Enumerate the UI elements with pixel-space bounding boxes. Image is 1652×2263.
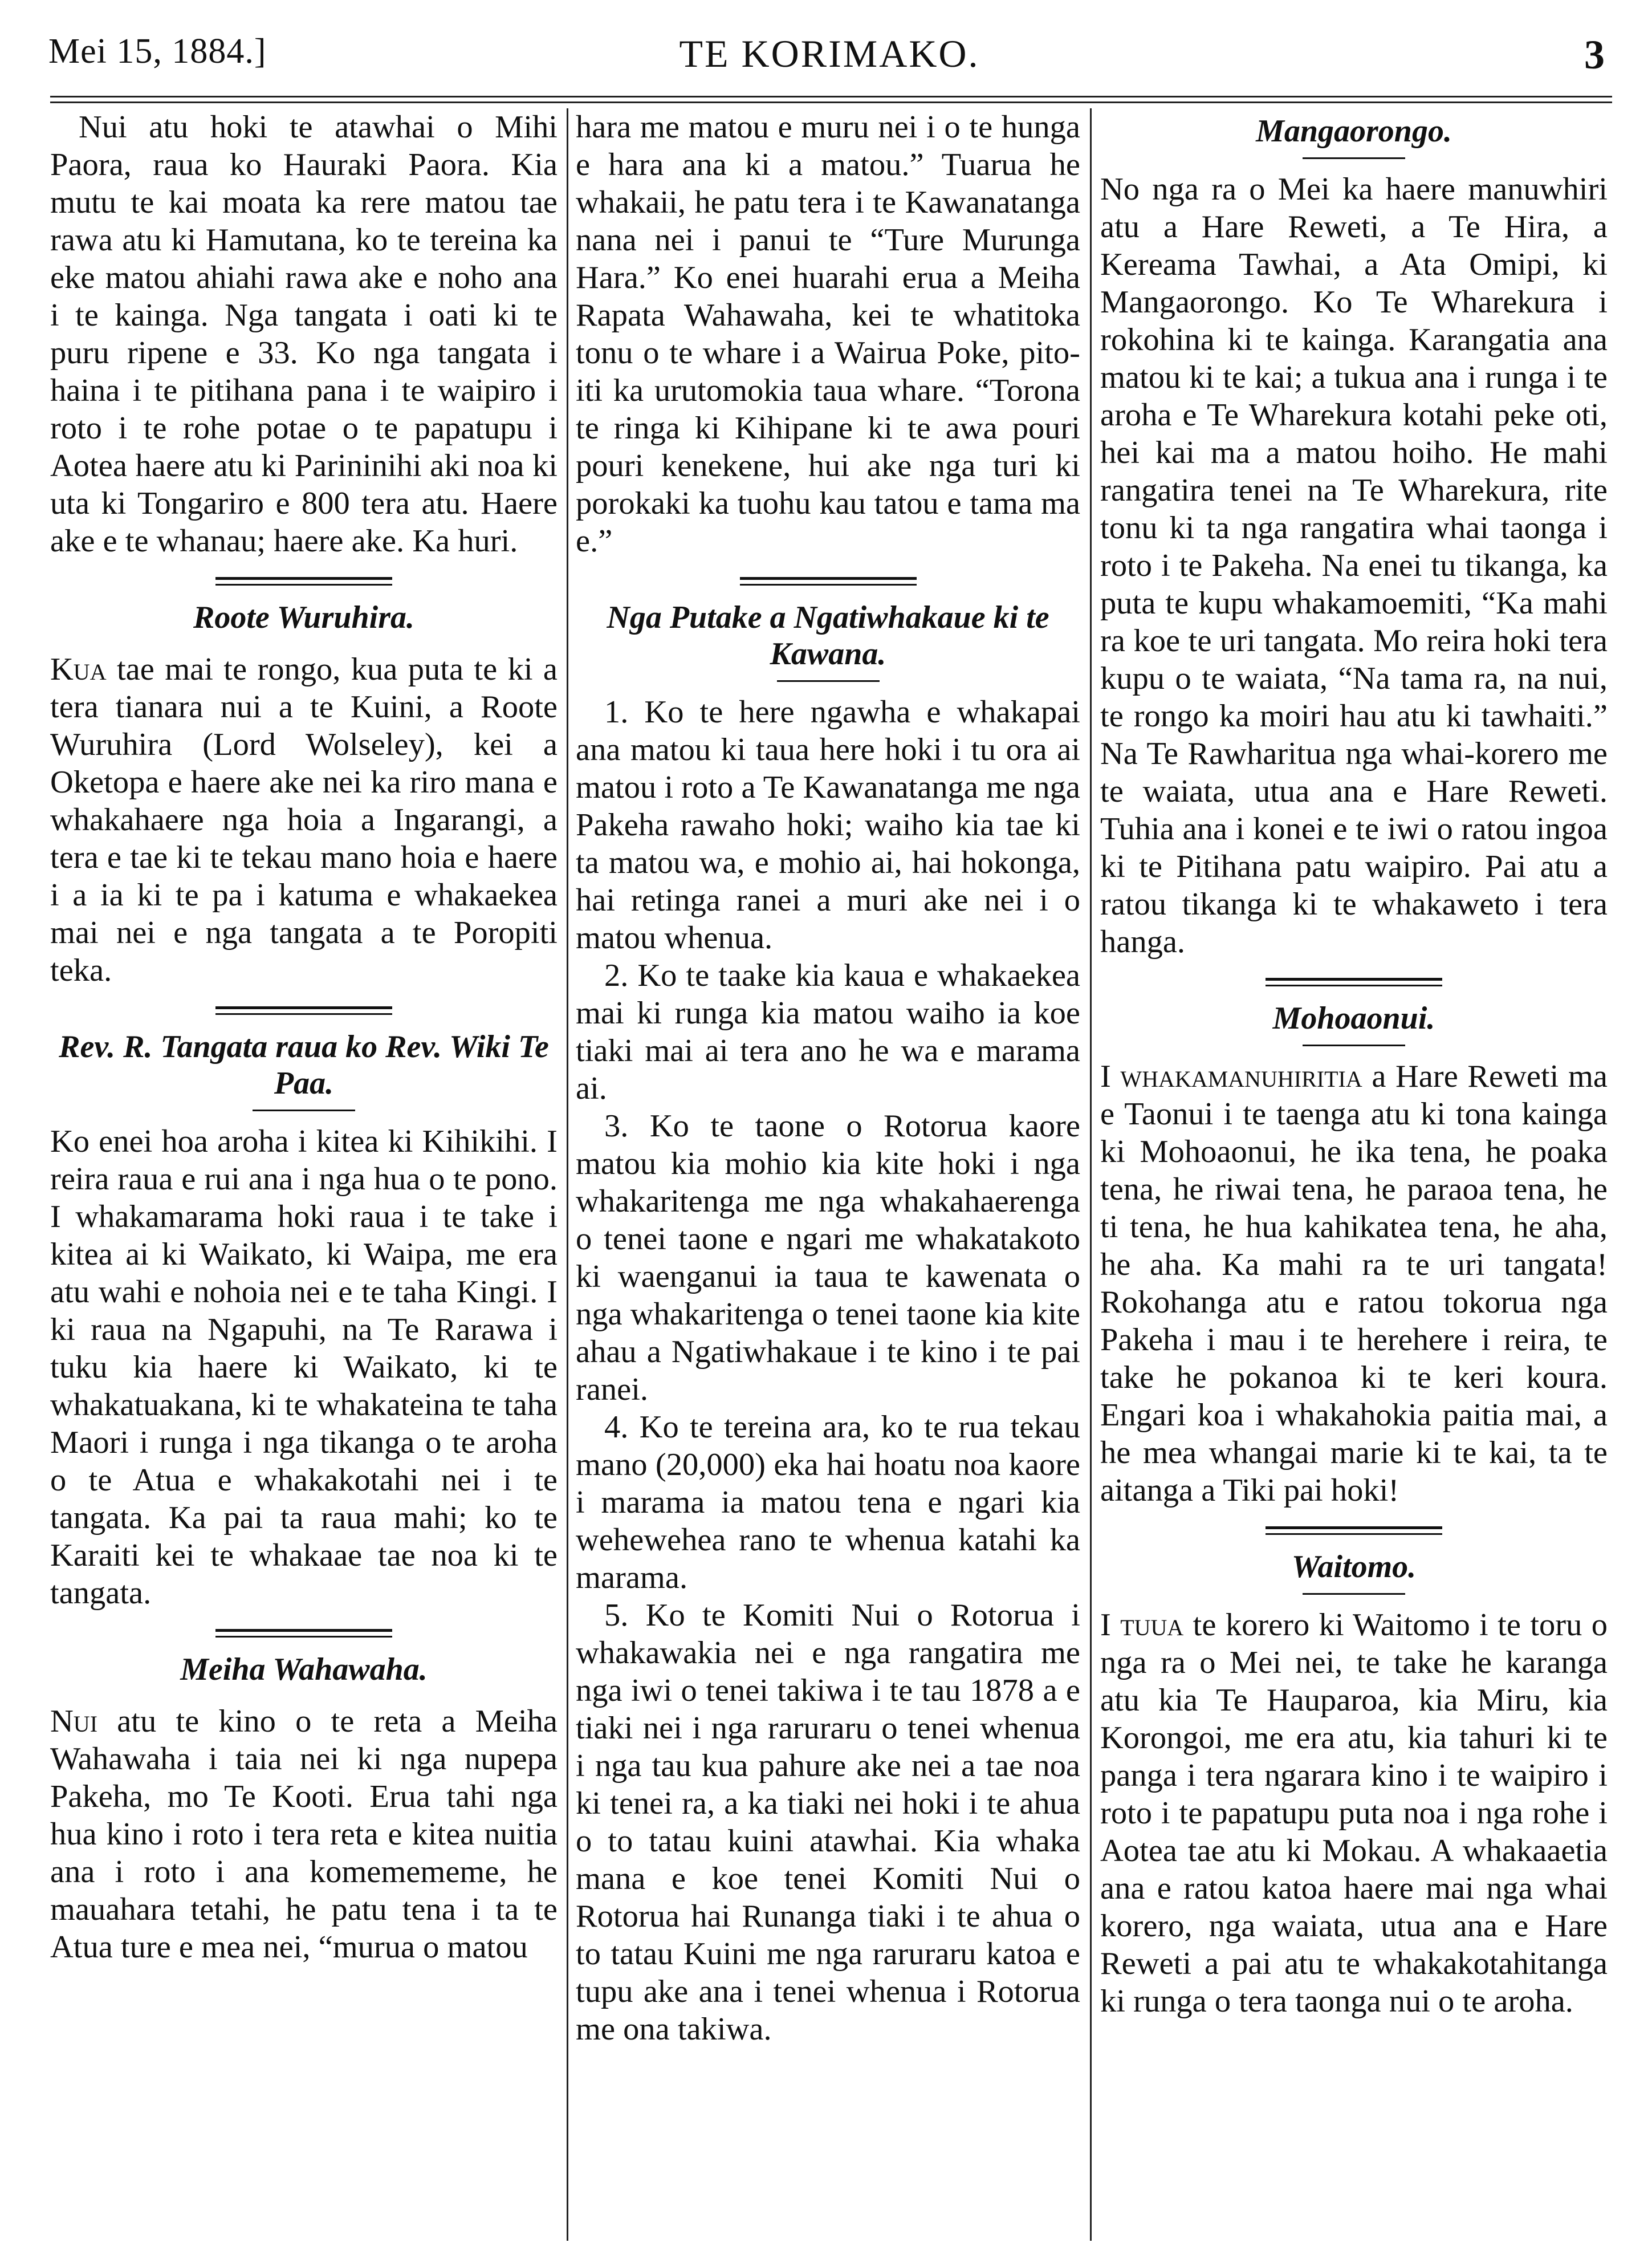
paragraph-text: a Hare Reweti ma e Taonui i te taenga atu ki tona kainga ki Mohoaonui, he ika tena, he poaka tena, he riwai tena, he paraoa tena, he ti tena, he hua kahikatea tena, he aha, he aha. Ka mahi ra te uri tangata! Rokohanga atu e ratou tokorua nga Pakeha i mau i te herehere i reira, te take he pokanoa ki te keri koura. Engari koa i whakahokia paitia mai, a he mea whangai marie ki te kai, ta te aitanga a Tiki pai hoki! (1100, 1059, 1608, 1508)
article-paragraph (1100, 1058, 1608, 1509)
article-heading: Mangaorongo. (1256, 113, 1452, 149)
article-paragraph (50, 651, 558, 989)
column-divider (567, 108, 568, 2241)
article-heading: Nga Putake a Ngatiwhakaue ki te Kawana. (607, 600, 1049, 672)
section-divider (215, 577, 392, 586)
section-divider (1266, 978, 1442, 986)
paragraph-text: tae mai te rongo, kua puta te ki a tera tianara nui a te Kuini, a Roote Wuruhira (Lord Wolseley), kei a Oketopa e haere ake nei ka riro mana e whakahaere nga hoia a Ingarangi, a tera e tae ki te tekau mano hoia e haere i a ia ki te pa i katuma e whakaekea mai nei e nga tangata a te Poropiti teka. (50, 652, 558, 988)
section-divider (740, 577, 917, 586)
lead-word: Kua (50, 652, 107, 687)
article-paragraph (50, 1703, 558, 1966)
list-item: 2. Ko te taake kia kaua e whakaekea mai ki runga kia matou waiho ia koe tiaki mai ai tera ano he wa e marama ai. (576, 958, 1080, 1106)
column-2 (576, 108, 1080, 2241)
list-item: 5. Ko te Komiti Nui o Rotorua i whakawakia nei e nga rangatira me nga iwi o tenei takiwa i te tau 1878 a e tiaki nei i nga raruraru o tenei whenua i nga tau kua pahure ake nei a tae noa ki tenei ra, a ka tiaki nei hoki i te ahua o to tatau kuini atawhai. Kia whaka mana e koe tenei Komiti Nui o Rotorua hai Runanga tiaki i te ahua o to tatau Kuini me nga raruraru katoa e tupu ake ana i tenei whenua i Rotorua me ona takiwa. (576, 1598, 1080, 2047)
lead-word: I tuua (1100, 1607, 1184, 1643)
list-item: 4. Ko te tereina ara, ko te rua tekau mano (20,000) eka hai hoatu noa kaore i marama ia matou tena e ngari kia wehewehea rano te whenua katahi ka marama. (576, 1409, 1080, 1595)
list-item: 3. Ko te taone o Rotorua kaore matou kia mohio kia kite hoki i nga whakaritenga me nga whakahaerenga o tenei taone e ngari me whakatakoto ki waenganui ia taua te kawenata o nga whakaritenga o tenei taone kia kite ahau a Ngatiwhakaue i te kino i te pai ranei. (576, 1108, 1080, 1407)
heading-rule (777, 680, 880, 682)
article-heading: Rev. R. Tangata raua ko Rev. Wiki Te Paa. (59, 1029, 549, 1101)
heading-rule (1303, 157, 1405, 159)
masthead-rule-2 (50, 101, 1612, 103)
article-heading: Meiha Wahawaha. (180, 1652, 428, 1687)
column-3 (1100, 108, 1608, 2241)
page-number: 3 (1584, 32, 1605, 78)
article-heading: Mohoaonui. (1272, 1001, 1435, 1036)
masthead (48, 31, 1610, 94)
column-1 (50, 108, 558, 2241)
masthead-rule (50, 96, 1612, 97)
newspaper-title: TE KORIMAKO. (679, 32, 980, 75)
lead-word: Nui (50, 1704, 98, 1739)
paragraph-text: atu te kino o te reta a Meiha Wahawaha i taia nei ki nga nupepa Pakeha, mo Te Kooti. Erua tahi nga hua kino i roto i tera reta e kitea nuitia ana i roto i ana komemememe, he mauahara tetahi, he patu tena i ta te Atua ture e mea nei, “murua o matou (50, 1704, 558, 1965)
article-paragraph: Nui atu hoki te atawhai o Mihi Paora, raua ko Hauraki Paora. Kia mutu te kai moata ka rere matou tae rawa atu ki Hamutana, ko te tereina ka eke matou ahiahi rawa ake e noho ana i te kainga. Nga tangata i oati ki te puru ripene e 33. Ko nga tangata i haina i te pitihana pana i te waipiro i roto i te rohe potae o te papatupu i Aotea haere atu ki Parininihi aki noa ki uta ki Tongariro e 800 tera atu. Haere ake e te whanau; haere ake. Ka huri. (50, 109, 558, 559)
article-paragraph (1100, 1606, 1608, 2020)
section-divider (215, 1629, 392, 1638)
column-divider (1090, 108, 1092, 2241)
section-divider (215, 1006, 392, 1015)
issue-date: Mei 15, 1884.] (48, 32, 267, 71)
list-item: 1. Ko te here ngawha e whakapai ana matou ki taua here hoki i tu ora ai matou i roto a Te Kawanatanga me nga Pakeha rawaho hoki; waiho kia tae ki ta matou wa, e mohio ai, hai hokonga, hai retinga ranei a muri ake nei i o matou whenua. (576, 694, 1080, 956)
heading-rule (1303, 1593, 1405, 1595)
heading-rule (253, 1110, 355, 1111)
section-divider (1266, 1526, 1442, 1535)
article-paragraph: No nga ra o Mei ka haere manuwhiri atu a Hare Reweti, a Te Hira, a Kereama Tawhai, a Ata Omipi, ki Mangaorongo. Ko Te Wharekura i rokohina ki te kainga. Karangatia ana matou ki te kai; a tukua ana i runga i te aroha e Te Wharekura kotahi peke oti, hei kai ma a matou hoiho. He mahi rangatira tenei na Te Wharekura, rite tonu ki ta nga rangatira whai taonga i roto i te Pakeha. Na enei tu tikanga, ka puta te kupu whakamoemiti, “Ka mahi ra koe te uri tangata. Mo reira hoki tera kupu o te waiata, “Na tama ra, na nui, te rongo ka moiri hau atu ki tawhaiti.” Na Te Rawharitua nga whai-korero me te waiata, utua ana e Hare Reweti. Tuhia ana i konei e te iwi o ratou ingoa ki te Pitihana patu waipiro. Pai atu a ratou tikanga ki te whakaweto i tera hanga. (1100, 172, 1608, 960)
paragraph-text: te korero ki Waitomo i te toru o nga ra o Mei nei, te take he karanga atu kia Te Hauparoa, kia Miru, kia Korongoi, me era atu, kia tahuri ki te panga i tera ngarara kino i te waipiro i roto i te papatupu puta noa i nga rohe i Aotea tae atu ki Mokau. A whakaaetia ana e ratou katoa haere mai nga whai korero, nga waiata, utua ana e Hare Reweti a pai atu te whakakotahitanga ki runga o tera taonga nui o te aroha. (1100, 1607, 1608, 2019)
article-paragraph: Ko enei hoa aroha i kitea ki Kihikihi. I reira raua e rui ana i nga hua o te pono. I whakamarama hoki raua i te take i kitea ai ki Waikato, ki Waipa, me era atu wahi e nohoia nei e te taha Kingi. I ki raua na Ngapuhi, na Te Rarawa i tuku kia haere ki Waikato, ki te whakatuakana, ki te whakateina te taha Maori i runga i nga tikanga o te aroha o te Atua e whakakotahi nei i te tangata. Ka pai ta raua mahi; ko te Karaiti kei te whakaae tae noa ki te tangata. (50, 1124, 558, 1611)
heading-rule (1303, 1045, 1405, 1046)
article-paragraph: hara me matou e muru nei i o te hunga e hara ana ki a matou.” Tuarua he whakaii, he patu tera i te Kawanatanga nana nei i panui te “Ture Murunga Hara.” Ko enei huarahi erua a Meiha Rapata Wahawaha, kei te whatitoka tonu o te whare i a Wairua Poke, pito-iti ka urutomokia taua whare. “Torona te ringa ki Kihipane ki te awa pouri pouri kenekene, hui ake nga turi ki porokaki ka tuohu kau tatou e tama ma e.” (576, 109, 1080, 559)
lead-word: I whakamanuhiritia (1100, 1059, 1362, 1094)
article-heading: Roote Wuruhira. (193, 600, 415, 635)
article-heading: Waitomo. (1291, 1549, 1417, 1584)
